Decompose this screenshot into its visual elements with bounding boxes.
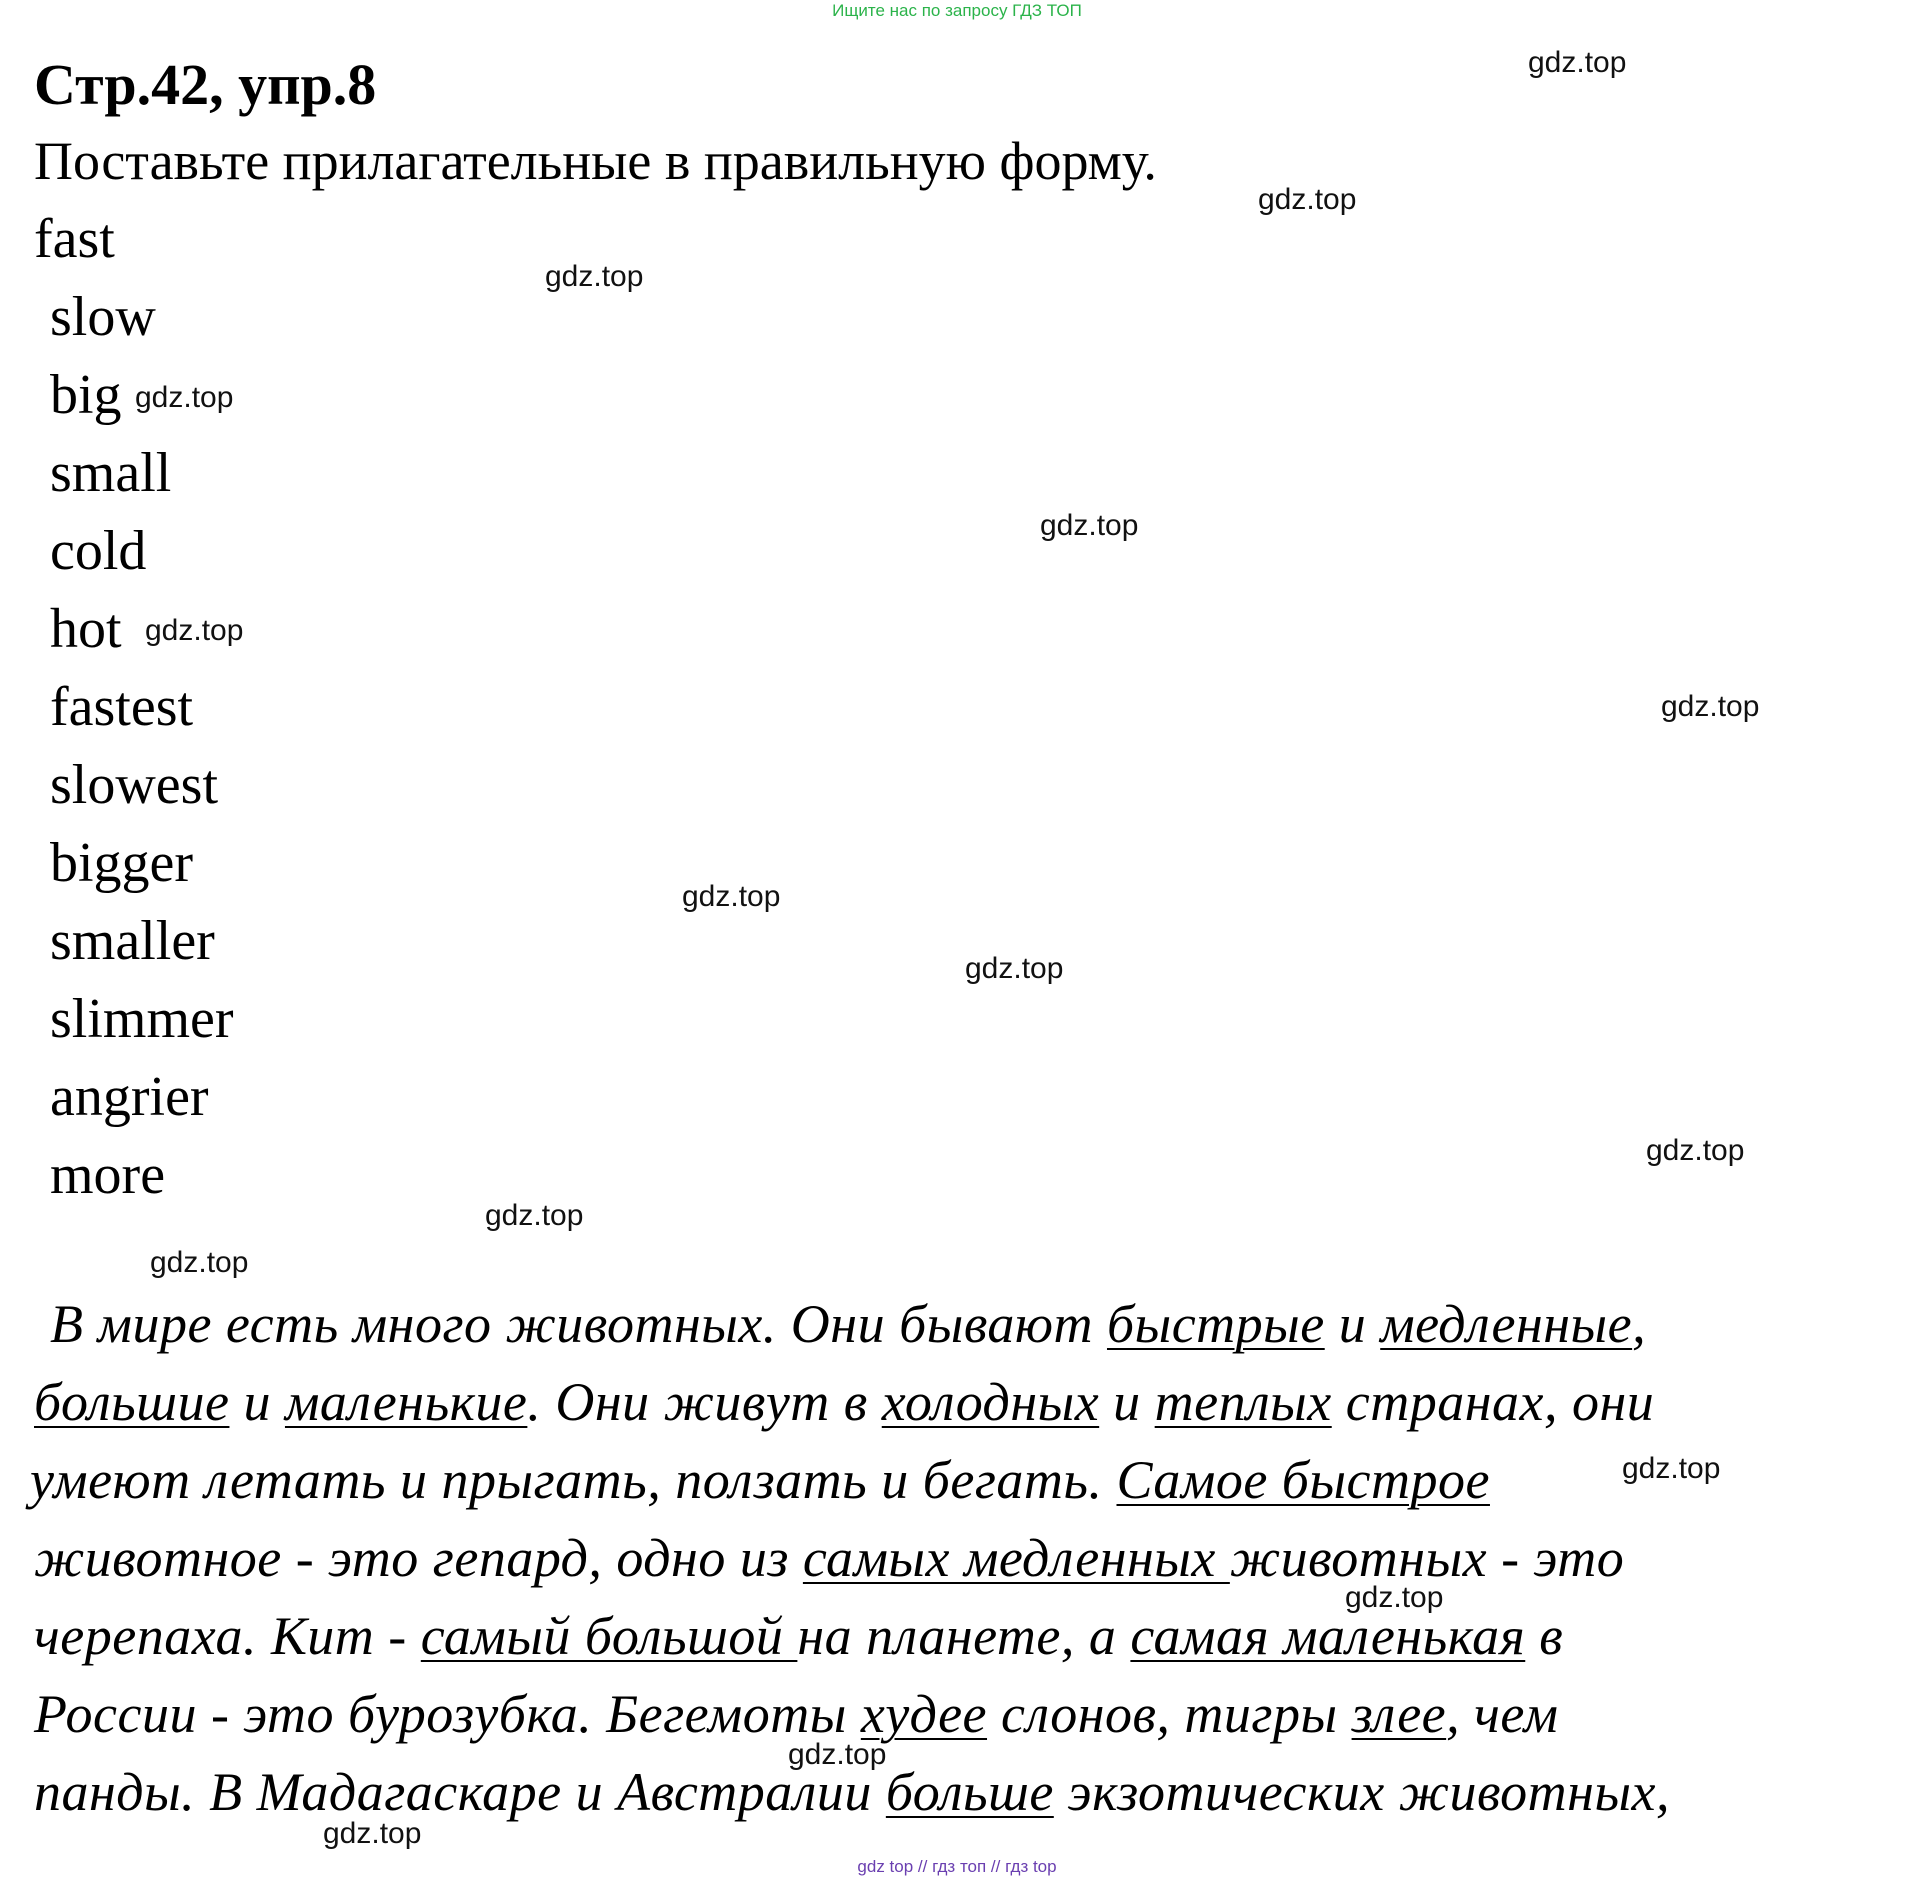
task-instruction: Поставьте прилагательные в правильную форму. — [34, 131, 1157, 191]
watermark: gdz.top — [1345, 1581, 1444, 1614]
underlined-answer: теплых — [1154, 1372, 1332, 1432]
underlined-answer: большие — [34, 1372, 230, 1432]
watermark: gdz.top — [965, 952, 1064, 985]
watermark: gdz.top — [485, 1199, 584, 1232]
watermark: gdz.top — [1258, 183, 1357, 216]
footer-links: gdz top // гдз топ // гдз top — [857, 1857, 1057, 1876]
page-title: Стр.42, упр.8 — [34, 52, 377, 117]
word-item: bigger — [50, 832, 194, 894]
word-item: angrier — [50, 1066, 209, 1128]
underlined-answer: медленные — [1380, 1294, 1633, 1354]
watermark: gdz.top — [788, 1738, 887, 1771]
watermark: gdz.top — [135, 381, 234, 414]
paragraph-line: умеют летать и прыгать, ползать и бегать. Самое быстрое — [30, 1450, 1490, 1510]
word-item: fastest — [50, 676, 194, 738]
watermark: gdz.top — [1646, 1134, 1745, 1167]
underlined-answer: худее — [860, 1684, 988, 1744]
watermark: gdz.top — [150, 1246, 249, 1279]
underlined-answer: быстрые — [1106, 1294, 1325, 1354]
underlined-answer: самый большой — [420, 1606, 798, 1666]
word-item: big — [50, 364, 122, 426]
word-item: slimmer — [50, 988, 234, 1050]
underlined-answer: самых медленных — [802, 1528, 1230, 1588]
watermark: gdz.top — [323, 1817, 422, 1850]
underlined-answer: злее — [1351, 1684, 1447, 1744]
paragraph-line: животное - это гепард, одно из самых медленных животных - это — [34, 1528, 1625, 1588]
watermark: gdz.top — [145, 614, 244, 647]
word-item: more — [50, 1144, 166, 1206]
word-item: cold — [50, 520, 147, 582]
underlined-answer: больше — [885, 1762, 1054, 1822]
watermark: gdz.top — [1622, 1452, 1721, 1485]
word-item: slow — [50, 286, 156, 348]
underlined-answer: Самое быстрое — [1116, 1450, 1490, 1510]
word-item: slowest — [50, 754, 218, 816]
word-item: hot — [50, 598, 122, 660]
paragraph-line: России - это бурозубка. Бегемоты худее слонов, тигры злее, чем — [34, 1684, 1559, 1744]
word-item: small — [50, 442, 172, 504]
watermark: gdz.top — [682, 880, 781, 913]
paragraph-line: В мире есть много животных. Они бывают быстрые и медленные, — [50, 1294, 1647, 1354]
watermark: gdz.top — [545, 260, 644, 293]
paragraph-line: панды. В Мадагаскаре и Австралии больше экзотических животных, — [34, 1762, 1671, 1822]
search-banner: Ищите нас по запросу ГДЗ ТОП — [832, 1, 1082, 20]
watermark: gdz.top — [1528, 46, 1627, 79]
underlined-answer: самая маленькая — [1130, 1606, 1526, 1666]
underlined-answer: холодных — [881, 1372, 1100, 1432]
watermark: gdz.top — [1661, 690, 1760, 723]
watermark: gdz.top — [1040, 509, 1139, 542]
paragraph-line: большие и маленькие. Они живут в холодных и теплых странах, они — [34, 1372, 1655, 1432]
underlined-answer: маленькие — [284, 1372, 528, 1432]
word-item: smaller — [50, 910, 215, 972]
paragraph-line: черепаха. Кит - самый большой на планете, а самая маленькая в — [34, 1606, 1564, 1666]
word-item: fast — [34, 208, 115, 270]
